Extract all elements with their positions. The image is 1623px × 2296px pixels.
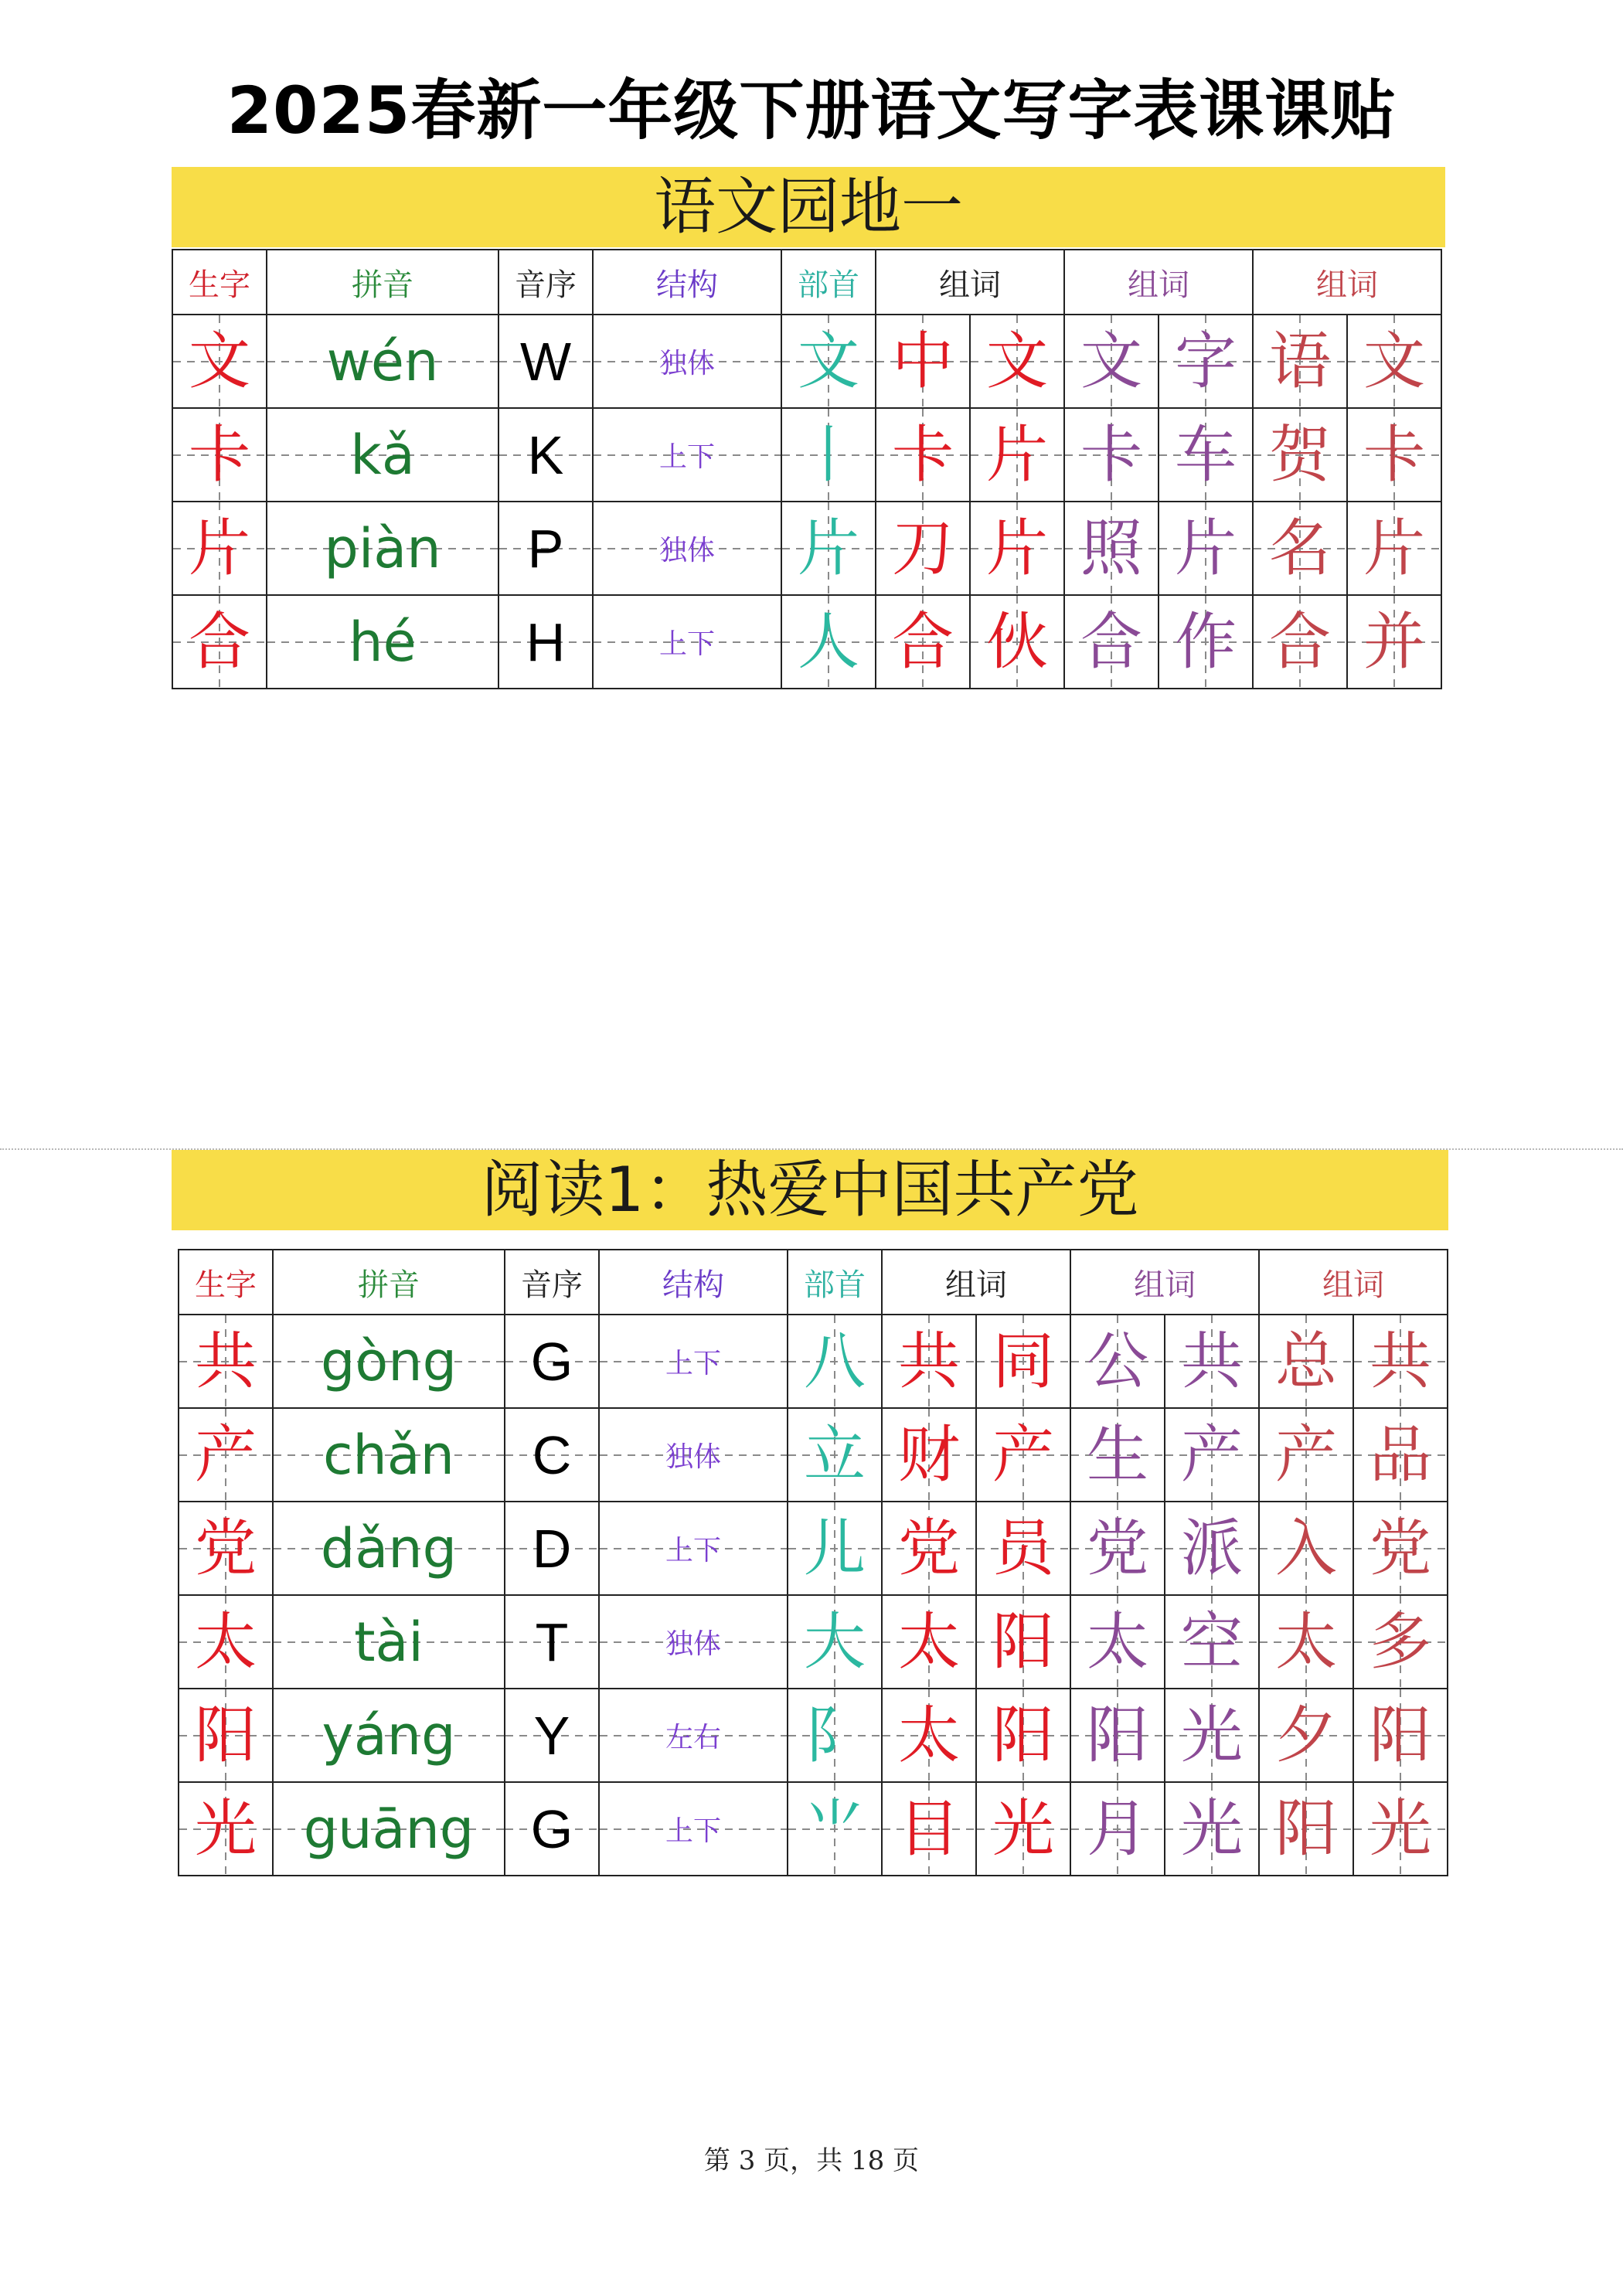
character-cell: 阳 bbox=[179, 1689, 273, 1782]
header-char: 生字 bbox=[172, 250, 267, 315]
header-words-3: 组词 bbox=[1253, 250, 1441, 315]
pinyin-cell: gòng bbox=[273, 1315, 505, 1408]
word1-char-cell: 光 bbox=[976, 1782, 1070, 1876]
table-row bbox=[179, 1502, 1448, 1595]
word3-char-cell: 党 bbox=[1353, 1502, 1448, 1595]
word3-char-cell: 片 bbox=[1347, 502, 1441, 595]
pinyin-cell: chǎn bbox=[273, 1408, 505, 1502]
word1-char-cell: 同 bbox=[976, 1315, 1070, 1408]
character-table bbox=[172, 249, 1442, 689]
word1-char-cell: 太 bbox=[882, 1595, 976, 1689]
character-cell: 合 bbox=[172, 595, 267, 689]
pinyin-cell: tài bbox=[273, 1595, 505, 1689]
page-footer: 第 3 页，共 18 页 bbox=[703, 2145, 920, 2176]
table-row bbox=[179, 1315, 1448, 1408]
header-char: 生字 bbox=[179, 1250, 273, 1315]
word2-char-cell: 作 bbox=[1159, 595, 1253, 689]
radical-cell: 阝 bbox=[788, 1689, 882, 1782]
structure-cell: 左右 bbox=[599, 1689, 788, 1782]
pinyin-cell: kǎ bbox=[267, 408, 498, 502]
header-structure: 结构 bbox=[599, 1250, 788, 1315]
word3-char-cell: 贺 bbox=[1253, 408, 1347, 502]
header-sequence: 音序 bbox=[498, 250, 593, 315]
word2-char-cell: 光 bbox=[1165, 1689, 1259, 1782]
header-words-3: 组词 bbox=[1259, 1250, 1448, 1315]
word1-char-cell: 阳 bbox=[976, 1689, 1070, 1782]
lesson-banner bbox=[172, 167, 1445, 247]
sequence-cell: G bbox=[505, 1782, 599, 1876]
word3-char-cell: 太 bbox=[1259, 1595, 1353, 1689]
word3-char-cell: 阳 bbox=[1353, 1689, 1448, 1782]
word1-char-cell: 合 bbox=[876, 595, 970, 689]
structure-cell: 独体 bbox=[593, 502, 781, 595]
word2-char-cell: 产 bbox=[1165, 1408, 1259, 1502]
radical-cell: 立 bbox=[788, 1408, 882, 1502]
header-words-2: 组词 bbox=[1070, 1250, 1259, 1315]
table-header-row bbox=[179, 1250, 1448, 1315]
radical-cell: 人 bbox=[781, 595, 876, 689]
lesson-banner bbox=[172, 1150, 1448, 1230]
word1-char-cell: 共 bbox=[882, 1315, 976, 1408]
word3-char-cell: 夕 bbox=[1259, 1689, 1353, 1782]
word1-char-cell: 刀 bbox=[876, 502, 970, 595]
radical-cell: ⺌ bbox=[788, 1782, 882, 1876]
word3-char-cell: 并 bbox=[1347, 595, 1441, 689]
sequence-cell: Y bbox=[505, 1689, 599, 1782]
sequence-cell: K bbox=[498, 408, 593, 502]
word3-char-cell: 入 bbox=[1259, 1502, 1353, 1595]
structure-cell: 独体 bbox=[599, 1408, 788, 1502]
document-title: 2025春新一年级下册语文写字表课课贴 bbox=[226, 73, 1397, 148]
word1-char-cell: 产 bbox=[976, 1408, 1070, 1502]
word2-char-cell: 卡 bbox=[1064, 408, 1159, 502]
radical-cell: 片 bbox=[781, 502, 876, 595]
word2-char-cell: 文 bbox=[1064, 315, 1159, 408]
header-pinyin: 拼音 bbox=[267, 250, 498, 315]
table-row bbox=[172, 408, 1441, 502]
word1-char-cell: 目 bbox=[882, 1782, 976, 1876]
character-cell: 文 bbox=[172, 315, 267, 408]
sequence-cell: C bbox=[505, 1408, 599, 1502]
sequence-cell: P bbox=[498, 502, 593, 595]
character-cell: 产 bbox=[179, 1408, 273, 1502]
radical-cell: 丨 bbox=[781, 408, 876, 502]
radical-cell: 儿 bbox=[788, 1502, 882, 1595]
word3-char-cell: 总 bbox=[1259, 1315, 1353, 1408]
table-row bbox=[179, 1595, 1448, 1689]
word2-char-cell: 公 bbox=[1070, 1315, 1165, 1408]
word2-char-cell: 合 bbox=[1064, 595, 1159, 689]
lesson-title: 阅读1：热爱中国共产党 bbox=[481, 1154, 1139, 1226]
pinyin-cell: hé bbox=[267, 595, 498, 689]
word2-char-cell: 光 bbox=[1165, 1782, 1259, 1876]
word3-char-cell: 共 bbox=[1353, 1315, 1448, 1408]
pinyin-cell: wén bbox=[267, 315, 498, 408]
header-words-1: 组词 bbox=[882, 1250, 1070, 1315]
word3-char-cell: 卡 bbox=[1347, 408, 1441, 502]
word1-char-cell: 文 bbox=[970, 315, 1064, 408]
structure-cell: 上下 bbox=[593, 595, 781, 689]
word3-char-cell: 阳 bbox=[1259, 1782, 1353, 1876]
character-cell: 共 bbox=[179, 1315, 273, 1408]
character-table bbox=[178, 1249, 1448, 1876]
lesson-title: 语文园地一 bbox=[654, 171, 963, 243]
word2-char-cell: 字 bbox=[1159, 315, 1253, 408]
table-row bbox=[172, 595, 1441, 689]
table-header-row bbox=[172, 250, 1441, 315]
word2-char-cell: 空 bbox=[1165, 1595, 1259, 1689]
word2-char-cell: 阳 bbox=[1070, 1689, 1165, 1782]
word2-char-cell: 党 bbox=[1070, 1502, 1165, 1595]
word3-char-cell: 多 bbox=[1353, 1595, 1448, 1689]
sequence-cell: D bbox=[505, 1502, 599, 1595]
sequence-cell: W bbox=[498, 315, 593, 408]
structure-cell: 独体 bbox=[599, 1595, 788, 1689]
word1-char-cell: 片 bbox=[970, 408, 1064, 502]
radical-cell: 文 bbox=[781, 315, 876, 408]
word3-char-cell: 语 bbox=[1253, 315, 1347, 408]
word2-char-cell: 片 bbox=[1159, 502, 1253, 595]
word1-char-cell: 卡 bbox=[876, 408, 970, 502]
header-radical: 部首 bbox=[781, 250, 876, 315]
word2-char-cell: 共 bbox=[1165, 1315, 1259, 1408]
table-row bbox=[172, 315, 1441, 408]
header-words-2: 组词 bbox=[1064, 250, 1253, 315]
word1-char-cell: 太 bbox=[882, 1689, 976, 1782]
word1-char-cell: 财 bbox=[882, 1408, 976, 1502]
word1-char-cell: 伙 bbox=[970, 595, 1064, 689]
pinyin-cell: piàn bbox=[267, 502, 498, 595]
word1-char-cell: 阳 bbox=[976, 1595, 1070, 1689]
word3-char-cell: 光 bbox=[1353, 1782, 1448, 1876]
sequence-cell: H bbox=[498, 595, 593, 689]
word2-char-cell: 太 bbox=[1070, 1595, 1165, 1689]
word3-char-cell: 合 bbox=[1253, 595, 1347, 689]
structure-cell: 上下 bbox=[593, 408, 781, 502]
sequence-cell: G bbox=[505, 1315, 599, 1408]
word1-char-cell: 员 bbox=[976, 1502, 1070, 1595]
character-cell: 光 bbox=[179, 1782, 273, 1876]
table-row bbox=[179, 1782, 1448, 1876]
table-row bbox=[179, 1408, 1448, 1502]
structure-cell: 上下 bbox=[599, 1502, 788, 1595]
character-cell: 党 bbox=[179, 1502, 273, 1595]
header-words-1: 组词 bbox=[876, 250, 1064, 315]
header-pinyin: 拼音 bbox=[273, 1250, 505, 1315]
word1-char-cell: 中 bbox=[876, 315, 970, 408]
header-structure: 结构 bbox=[593, 250, 781, 315]
pinyin-cell: guāng bbox=[273, 1782, 505, 1876]
sequence-cell: T bbox=[505, 1595, 599, 1689]
word2-char-cell: 月 bbox=[1070, 1782, 1165, 1876]
word1-char-cell: 党 bbox=[882, 1502, 976, 1595]
word3-char-cell: 品 bbox=[1353, 1408, 1448, 1502]
radical-cell: 八 bbox=[788, 1315, 882, 1408]
word2-char-cell: 生 bbox=[1070, 1408, 1165, 1502]
structure-cell: 独体 bbox=[593, 315, 781, 408]
word3-char-cell: 产 bbox=[1259, 1408, 1353, 1502]
table-row bbox=[179, 1689, 1448, 1782]
word2-char-cell: 派 bbox=[1165, 1502, 1259, 1595]
word3-char-cell: 文 bbox=[1347, 315, 1441, 408]
structure-cell: 上下 bbox=[599, 1315, 788, 1408]
header-sequence: 音序 bbox=[505, 1250, 599, 1315]
pinyin-cell: dǎng bbox=[273, 1502, 505, 1595]
table-row bbox=[172, 502, 1441, 595]
structure-cell: 上下 bbox=[599, 1782, 788, 1876]
pinyin-cell: yáng bbox=[273, 1689, 505, 1782]
word2-char-cell: 车 bbox=[1159, 408, 1253, 502]
word1-char-cell: 片 bbox=[970, 502, 1064, 595]
radical-cell: 大 bbox=[788, 1595, 882, 1689]
character-cell: 太 bbox=[179, 1595, 273, 1689]
word3-char-cell: 名 bbox=[1253, 502, 1347, 595]
character-cell: 片 bbox=[172, 502, 267, 595]
word2-char-cell: 照 bbox=[1064, 502, 1159, 595]
character-cell: 卡 bbox=[172, 408, 267, 502]
header-radical: 部首 bbox=[788, 1250, 882, 1315]
